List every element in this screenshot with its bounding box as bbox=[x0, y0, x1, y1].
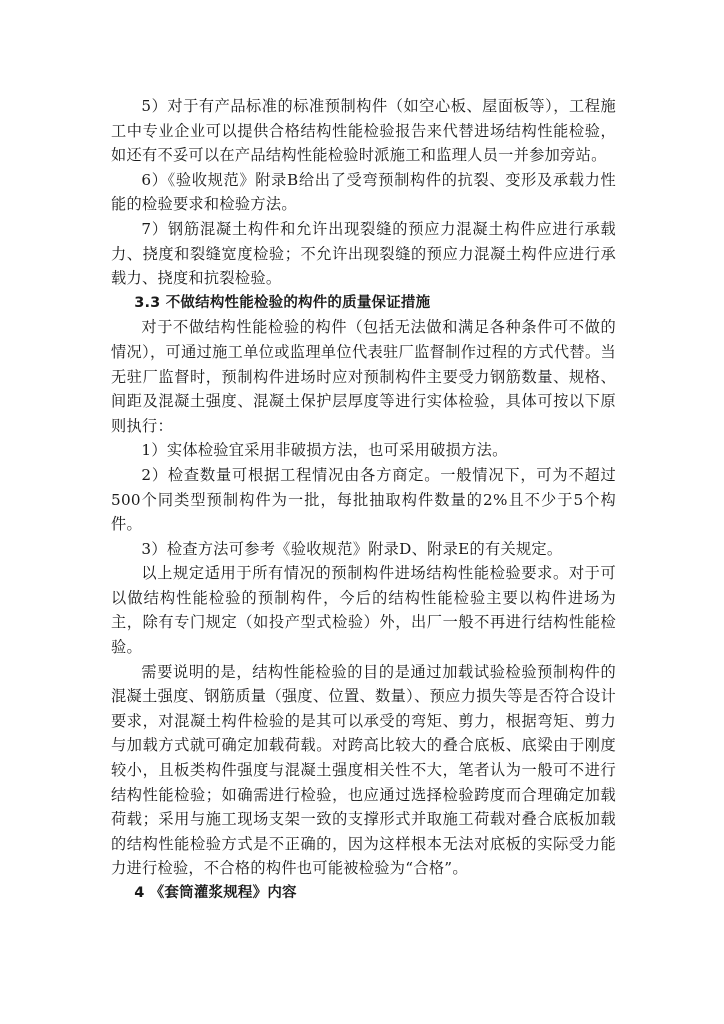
paragraph-rule-2: 2）检查数量可根据工程情况由各方商定。一般情况下，可为不超过500个同类型预制构件为一批，每批抽取构件数量的2%且不少于5个构件。 bbox=[111, 465, 616, 534]
paragraph-summary: 以上规定适用于所有情况的预制构件进场结构性能检验要求。对于可以做结构性能检验的预制构件，今后的结构性能检验主要以构件进场为主，除有专门规定（如投产型式检验）外，出厂一般不再进行结构性能检验。 bbox=[111, 564, 616, 657]
paragraph-item-7: 7）钢筋混凝土构件和允许出现裂缝的预应力混凝土构件应进行承载力、挠度和裂缝宽度检验；不允许出现裂缝的预应力混凝土构件应进行承载力、挠度和抗裂检验。 bbox=[111, 219, 616, 288]
section-heading-3-3: 3.3 不做结构性能检验的构件的质量保证措施 bbox=[134, 294, 431, 311]
paragraph-rule-1: 1）实体检验宜采用非破损方法，也可采用破损方法。 bbox=[141, 441, 508, 460]
paragraph-intro: 对于不做结构性能检验的构件（包括无法做和满足各种条件可不做的情况），可通过施工单位或监理单位代表驻厂监督制作过程的方式代替。当无驻厂监督时，预制构件进场时应对预制构件主要受力钢筋数量、规格、间距及混凝土强度、混凝土保护层厚度等进行实体检验，具体可按以下原则执行： bbox=[111, 318, 616, 435]
document-page bbox=[111, 94, 616, 906]
paragraph-explanation: 需要说明的是，结构性能检验的目的是通过加载试验检验预制构件的混凝土强度、钢筋质量（强度、位置、数量）、预应力损失等是否符合设计要求，对混凝土构件检验的是其可以承受的弯矩、剪力，根据弯矩、剪力与加载方式就可确定加载荷载。对跨高比较大的叠合底板、底梁由于刚度较小，且板类构件强度与混凝土强度相关性不大，笔者认为一般可不进行结构性能检验；如确需进行检验，也应通过选择检验跨度而合理确定加载荷载；采用与施工现场支架一致的支撑形式并取施工荷载对叠合底板加载的结构性能检验方式是不正确的，因为这样根本无法对底板的实际受力能力进行检验，不合格的构件也可能被检验为“合格”。 bbox=[111, 662, 616, 878]
section-heading-4: 4 《套筒灌浆规程》内容 bbox=[134, 885, 297, 901]
paragraph-rule-3: 3）检查方法可参考《验收规范》附录D、附录E的有关规定。 bbox=[141, 539, 563, 558]
paragraph-item-6: 6）《验收规范》附录B给出了受弯预制构件的抗裂、变形及承载力性能的检验要求和检验方法。 bbox=[111, 170, 616, 214]
paragraph-item-5: 5）对于有产品标准的标准预制构件（如空心板、屋面板等），工程施工中专业企业可以提供合格结构性能检验报告来代替进场结构性能检验，如还有不妥可以在产品结构性能检验时派施工和监理人员一并参加旁站。 bbox=[111, 97, 616, 165]
